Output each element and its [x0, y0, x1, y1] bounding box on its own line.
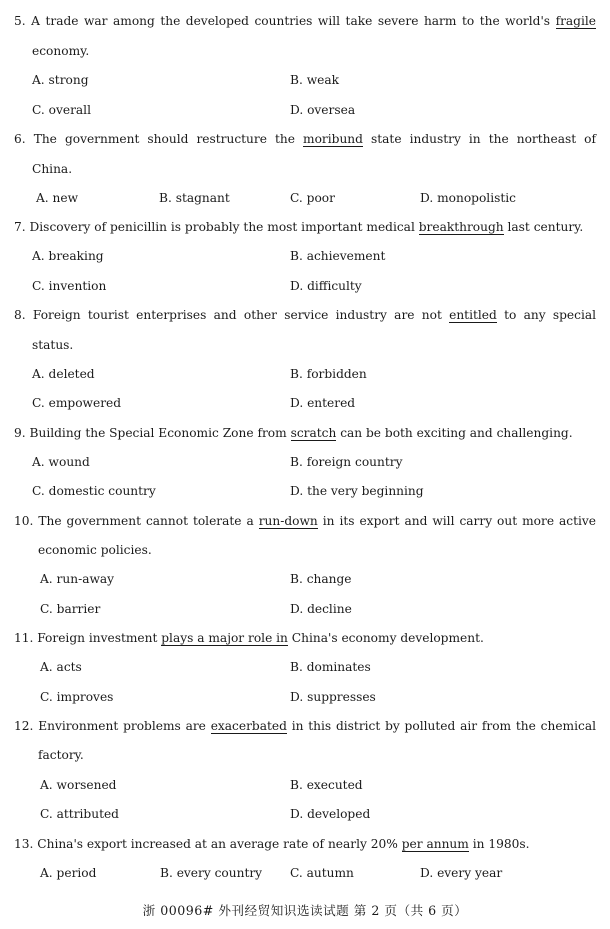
question-12-stem-cont: factory. [38, 748, 84, 762]
question-12-stem: 12. Environment problems are exacerbated in this district by polluted air from the chemical [14, 719, 596, 733]
option-d: D. the very beginning [290, 484, 424, 498]
option-a: A. strong [32, 73, 89, 87]
option-a: A. wound [32, 455, 90, 469]
question-5-stem-cont: economy. [32, 44, 90, 58]
option-a: A. period [40, 866, 97, 880]
question-6-stem-cont: China. [32, 162, 73, 176]
option-a: A. acts [40, 660, 82, 674]
option-d: D. monopolistic [420, 191, 516, 205]
option-c: C. poor [290, 191, 335, 205]
option-a: A. breaking [32, 249, 104, 263]
option-b: B. weak [290, 73, 339, 87]
option-d: D. suppresses [290, 690, 376, 704]
question-11-stem: 11. Foreign investment plays a major role in China's economy development. [14, 631, 484, 645]
option-c: C. attributed [40, 807, 119, 821]
page-footer: 浙 00096# 外刊经贸知识选读试题 第 2 页（共 6 页） [142, 903, 468, 918]
option-d: D. developed [290, 807, 371, 821]
option-c: C. autumn [290, 866, 354, 880]
underlined-term: breakthrough [418, 220, 504, 234]
question-9-stem: 9. Building the Special Economic Zone from scratch can be both exciting and challenging. [14, 426, 573, 440]
option-c: C. barrier [40, 602, 101, 616]
option-b: B. achievement [290, 249, 386, 263]
option-a: A. run-away [40, 572, 115, 586]
underlined-term: run-down [258, 514, 318, 528]
option-d: D. every year [420, 866, 503, 880]
option-c: C. domestic country [32, 484, 156, 498]
underlined-term: moribund [303, 132, 363, 146]
underlined-term: per annum [401, 837, 469, 851]
option-b: B. foreign country [290, 455, 403, 469]
option-d: D. entered [290, 396, 356, 410]
underlined-term: exacerbated [210, 719, 287, 733]
option-b: B. forbidden [290, 367, 367, 381]
option-a: A. deleted [32, 367, 95, 381]
option-a: A. new [36, 191, 79, 205]
option-c: C. invention [32, 279, 107, 293]
underlined-term: scratch [290, 426, 337, 440]
option-c: C. empowered [32, 396, 122, 410]
question-10-stem-cont: economic policies. [38, 543, 152, 557]
question-10-stem: 10. The government cannot tolerate a run-down in its export and will carry out more active [14, 514, 597, 528]
option-b: B. change [290, 572, 352, 586]
option-d: D. decline [290, 602, 352, 616]
option-b: B. dominates [290, 660, 371, 674]
option-b: B. stagnant [159, 191, 230, 205]
option-b: B. executed [290, 778, 363, 792]
option-d: D. oversea [290, 103, 356, 117]
question-7-stem: 7. Discovery of penicillin is probably the most important medical breakthrough last century. [14, 220, 584, 234]
question-8-stem-cont: status. [32, 338, 74, 352]
underlined-term: plays a major role in [161, 631, 288, 645]
option-c: C. improves [40, 690, 114, 704]
underlined-term: fragile [555, 14, 596, 28]
option-b: B. every country [160, 866, 263, 880]
question-6-stem: 6. The government should restructure the moribund state industry in the northeast of [14, 132, 597, 146]
option-d: D. difficulty [290, 279, 362, 293]
question-8-stem: 8. Foreign tourist enterprises and other service industry are not entitled to any special [14, 308, 597, 322]
question-5-stem: 5. A trade war among the developed countries will take severe harm to the world's fragile [14, 14, 596, 28]
question-13-stem: 13. China's export increased at an average rate of nearly 20% per annum in 1980s. [14, 837, 530, 851]
option-a: A. worsened [40, 778, 117, 792]
option-c: C. overall [32, 103, 91, 117]
underlined-term: entitled [449, 308, 497, 322]
